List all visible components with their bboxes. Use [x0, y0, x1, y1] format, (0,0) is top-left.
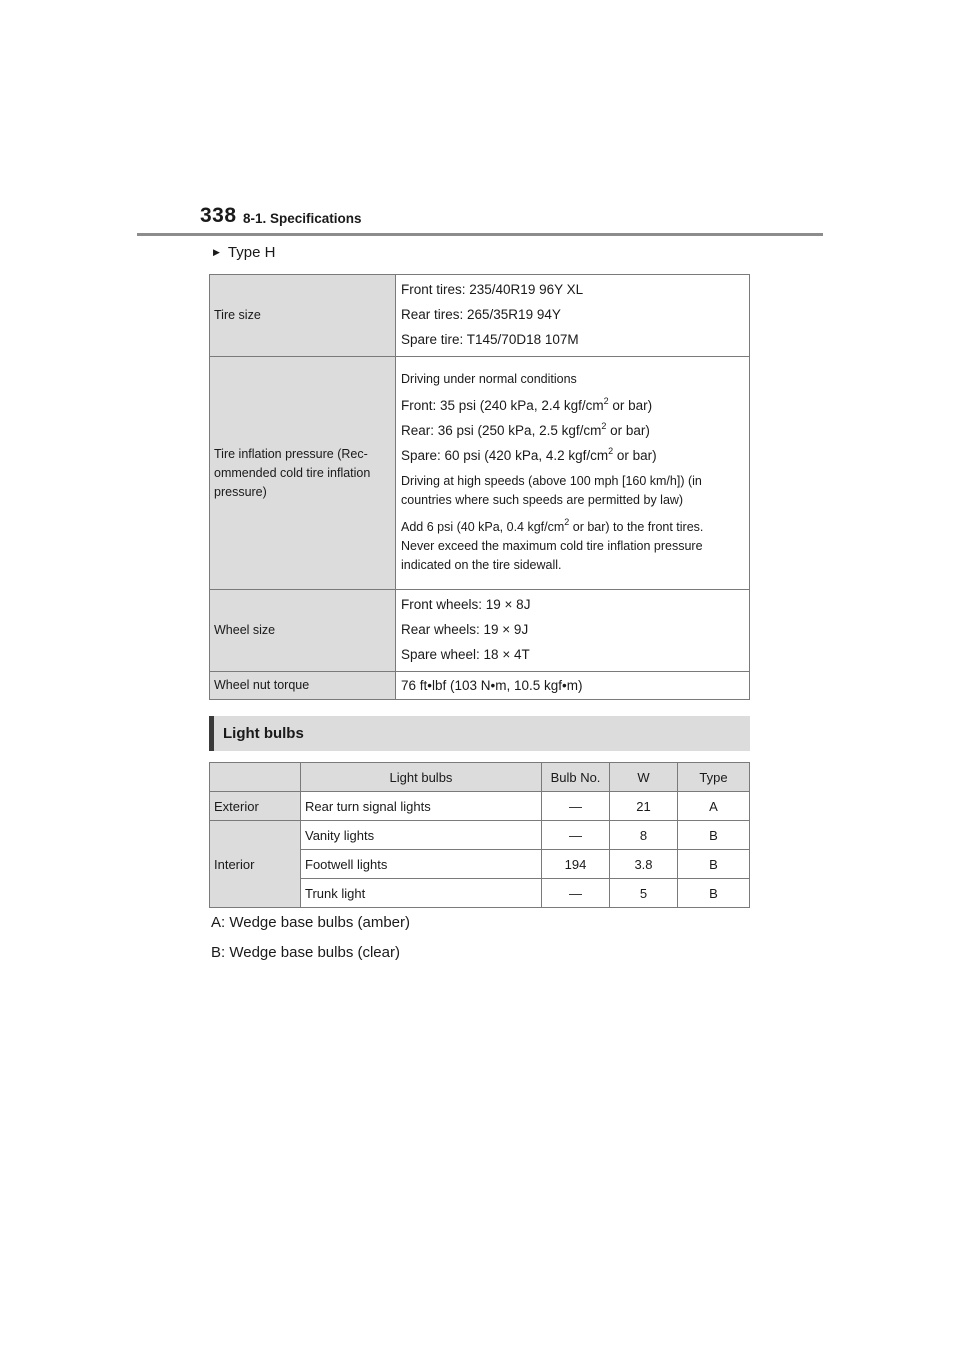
wheel-nut-label: Wheel nut torque [210, 672, 396, 700]
column-header-w: W [610, 763, 678, 792]
normal-conditions: Driving under normal conditions [401, 371, 577, 386]
bulb-watts: 3.8 [610, 850, 678, 879]
group-interior: Interior [210, 821, 301, 908]
bulb-type: B [678, 879, 750, 908]
bulb-number: — [542, 792, 610, 821]
triangle-bullet-icon: ▶ [213, 247, 220, 257]
column-header-type: Type [678, 763, 750, 792]
table-row [210, 821, 750, 850]
bulb-number: — [542, 821, 610, 850]
inflation-value [396, 357, 750, 590]
spare-pressure: Spare: 60 psi (420 kPa, 4.2 kgf/$cm^2$ or bar) [401, 445, 657, 463]
tire-size-value [396, 275, 750, 357]
column-header-light-bulbs: Light bulbs [301, 763, 542, 792]
bulb-type: B [678, 850, 750, 879]
front-pressure: Front: 35 psi (240 kPa, 2.4 kgf/$cm^2$ or bar) [401, 395, 653, 413]
note-type-b: B: Wedge base bulbs (clear) [211, 944, 400, 961]
spare-wheel: Spare wheel: 18 × 4T [401, 647, 530, 662]
group-exterior: Exterior [210, 792, 301, 821]
table-row [210, 792, 750, 821]
type-label [213, 244, 275, 261]
rear-wheels: Rear wheels: 19 × 9J [401, 622, 529, 637]
add-pressure-note: Add 6 psi (40 kPa, 0.4 kgf/$cm^2$ or bar) to the front tires. [401, 516, 704, 534]
bulb-name: Footwell lights [301, 850, 542, 879]
bulb-number: — [542, 879, 610, 908]
table-header-row [210, 763, 750, 792]
type-label-text: Type H [227, 244, 276, 261]
front-wheels: Front wheels: 19 × 8J [401, 597, 531, 612]
section-title: 8-1. Specifications [243, 211, 362, 226]
bulb-watts: 5 [610, 879, 678, 908]
bulb-type: A [678, 792, 750, 821]
bulb-number: 194 [542, 850, 610, 879]
tire-size-label: Tire size [210, 275, 396, 357]
wheel-nut-value: 76 ft•lbf (103 N•m, 10.5 kgf•m) [396, 672, 750, 700]
wheel-size-label: Wheel size [210, 590, 396, 672]
page-number: 338 [200, 204, 237, 227]
table-row [210, 672, 750, 700]
column-header-empty [210, 763, 301, 792]
table-row [210, 590, 750, 672]
bulb-name: Rear turn signal lights [301, 792, 542, 821]
rear-pressure: Rear: 36 psi (250 kPa, 2.5 kgf/$cm^2$ or bar) [401, 420, 650, 438]
never-exceed-note: Never exceed the maximum cold tire inflation pressure indicated on the tire sidewall. [401, 538, 703, 572]
table-row [210, 357, 750, 590]
bulb-type: B [678, 821, 750, 850]
table-row [210, 275, 750, 357]
rear-tires: Rear tires: 265/35R19 94Y [401, 307, 561, 322]
bulb-name: Vanity lights [301, 821, 542, 850]
note-type-a: A: Wedge base bulbs (amber) [211, 914, 410, 931]
spec-table [209, 274, 750, 700]
bulb-watts: 8 [610, 821, 678, 850]
bulb-table [209, 762, 750, 908]
column-header-bulb-no: Bulb No. [542, 763, 610, 792]
light-bulbs-heading [209, 716, 750, 751]
bulb-watts: 21 [610, 792, 678, 821]
light-bulbs-heading-text: Light bulbs [223, 725, 304, 742]
wheel-size-value [396, 590, 750, 672]
spare-tire: Spare tire: T145/70D18 107M [401, 332, 579, 347]
high-speed-note: Driving at high speeds (above 100 mph [160 km/h]) (in countries where such speeds are permitted by law) [401, 473, 702, 507]
bulb-name: Trunk light [301, 879, 542, 908]
inflation-label: Tire inflation pressure (Rec-ommended cold tire inflation pressure) [210, 357, 396, 590]
header-rule [137, 233, 823, 236]
front-tires: Front tires: 235/40R19 96Y XL [401, 282, 584, 297]
